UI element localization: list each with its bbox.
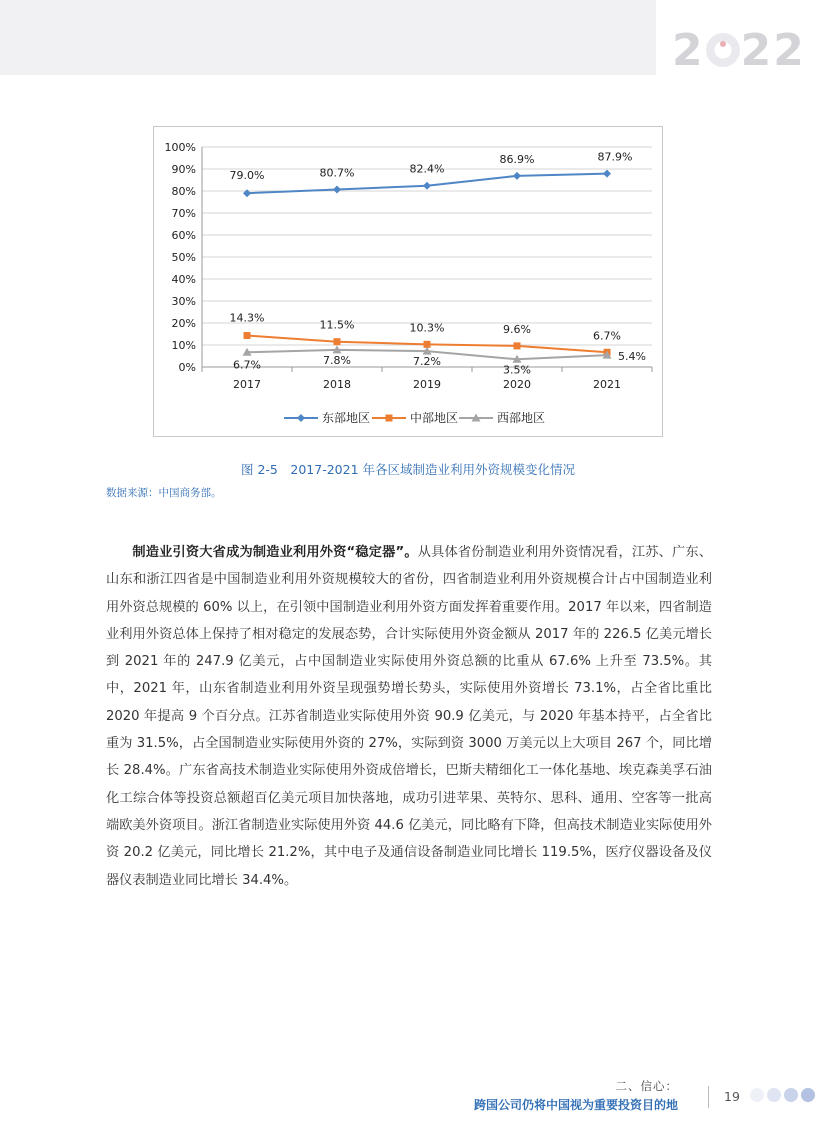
x-tick-label: 2020 (503, 378, 531, 391)
body-text (106, 539, 712, 894)
y-tick-label: 80% (171, 185, 196, 198)
x-tick-label: 2018 (323, 378, 351, 391)
data-label: 82.4% (409, 162, 445, 176)
page-number: 19 (724, 1089, 740, 1104)
data-point (514, 342, 521, 349)
figure-caption: 图 2-5 2017-2021 年各区域制造业利用外资规模变化情况 (241, 462, 575, 477)
data-point (603, 170, 611, 178)
header-band (0, 0, 656, 75)
data-point (297, 414, 305, 422)
footer-title: 跨国公司仍将中国视为重要投资目的地 (473, 1098, 678, 1112)
year-logo (672, 22, 806, 78)
data-label: 80.7% (319, 166, 355, 180)
data-label: 9.6% (503, 322, 531, 336)
y-tick-label: 70% (171, 207, 196, 220)
data-point (513, 172, 521, 180)
y-tick-label: 10% (171, 339, 196, 352)
y-tick-label: 40% (171, 273, 196, 286)
paragraph-text: 从具体省份制造业利用外资情况看，江苏、广东、山东和浙江四省是中国制造业利用外资规模较大的省份，四省制造业利用外资规模合计占中国制造业利用外资总规模的 60% 以上，在引领中国制造业利用外资方面发挥着重要作用。2017 年以来，四省制造业利用外资总体上保持了相对稳定的发展态势，合计实际使用外资金额从 2017 年的 226.5 亿美元增长到 2021 年的 247.9 亿美元，占中国制造业实际使用外资总额的比重从 67.6% 上升至 73.5%。其中，2021 年，山东省制造业利用外资呈现强势增长势头，实际使用外资增长 73.1%，占全省比重比 2020 年提高 9 个百分点。江苏省制造业实际使用外资 90.9 亿美元，与 2020 年基本持平，占全省比重为 31.5%，占全国制造业实际使用外资的 27%，实际到资 3000 万美元以上大项目 267 个，同比增长 28.4%。广东省高技术制造业实际使用外资成倍增长，巴斯夫精细化工一体化基地、埃克森美孚石油化工综合体等投资总额超百亿美元项目加快落地，成功引进苹果、英特尔、思科、通用、空客等一批高端欧美外资项目。浙江省制造业实际使用外资 44.6 亿美元，同比略有下降，但高技术制造业实际使用外资 20.2 亿美元，同比增长 21.2%，其中电子及通信设备制造业同比增长 119.5%，医疗仪器设备及仪器仪表制造业同比增长 34.4%。 (106, 545, 713, 888)
y-tick-label: 60% (171, 229, 196, 242)
y-tick-label: 30% (171, 295, 196, 308)
y-tick-label: 0% (178, 361, 196, 374)
data-label: 86.9% (499, 152, 535, 166)
footer-section: 二、信心： (615, 1079, 678, 1093)
y-tick-label: 100% (164, 141, 196, 154)
footer-dot (801, 1088, 815, 1102)
year-digit-1: 2 (672, 24, 705, 76)
footer-divider (708, 1086, 709, 1108)
line-chart (153, 126, 663, 437)
legend-label: 东部地区 (322, 411, 371, 425)
data-label: 87.9% (597, 150, 633, 164)
year-digit-2: 22 (740, 24, 806, 76)
data-point (244, 332, 251, 339)
chart-canvas (154, 127, 662, 436)
footer-dot (767, 1088, 781, 1102)
data-source: 数据来源：中国商务部。 (106, 487, 222, 499)
data-label: 7.8% (323, 353, 351, 367)
y-tick-label: 90% (171, 163, 196, 176)
year-zero-logo (706, 33, 740, 67)
x-tick-label: 2019 (413, 378, 441, 391)
data-point (334, 338, 341, 345)
data-point (243, 189, 251, 197)
data-label: 79.0% (229, 169, 265, 183)
x-tick-label: 2021 (593, 378, 621, 391)
footer-dot (784, 1088, 798, 1102)
legend-label: 中部地区 (410, 411, 459, 425)
data-label: 5.4% (618, 350, 646, 364)
data-label: 14.3% (229, 311, 265, 325)
footer-dot (750, 1088, 764, 1102)
x-tick-label: 2017 (233, 378, 261, 391)
data-label: 6.7% (593, 329, 621, 343)
data-point (333, 185, 341, 193)
y-tick-label: 20% (171, 317, 196, 330)
y-tick-label: 50% (171, 251, 196, 264)
data-label: 11.5% (319, 318, 355, 332)
footer-dots (750, 1088, 815, 1102)
data-label: 7.2% (413, 355, 441, 369)
data-point (386, 415, 393, 422)
data-label: 3.5% (503, 363, 531, 377)
data-point (423, 182, 431, 190)
paragraph-lead: 制造业引资大省成为制造业利用外资“稳定器”。 (132, 545, 418, 560)
legend-label: 西部地区 (497, 411, 546, 425)
data-label: 10.3% (409, 321, 445, 335)
data-label: 6.7% (233, 358, 261, 372)
body-paragraph (106, 539, 712, 894)
